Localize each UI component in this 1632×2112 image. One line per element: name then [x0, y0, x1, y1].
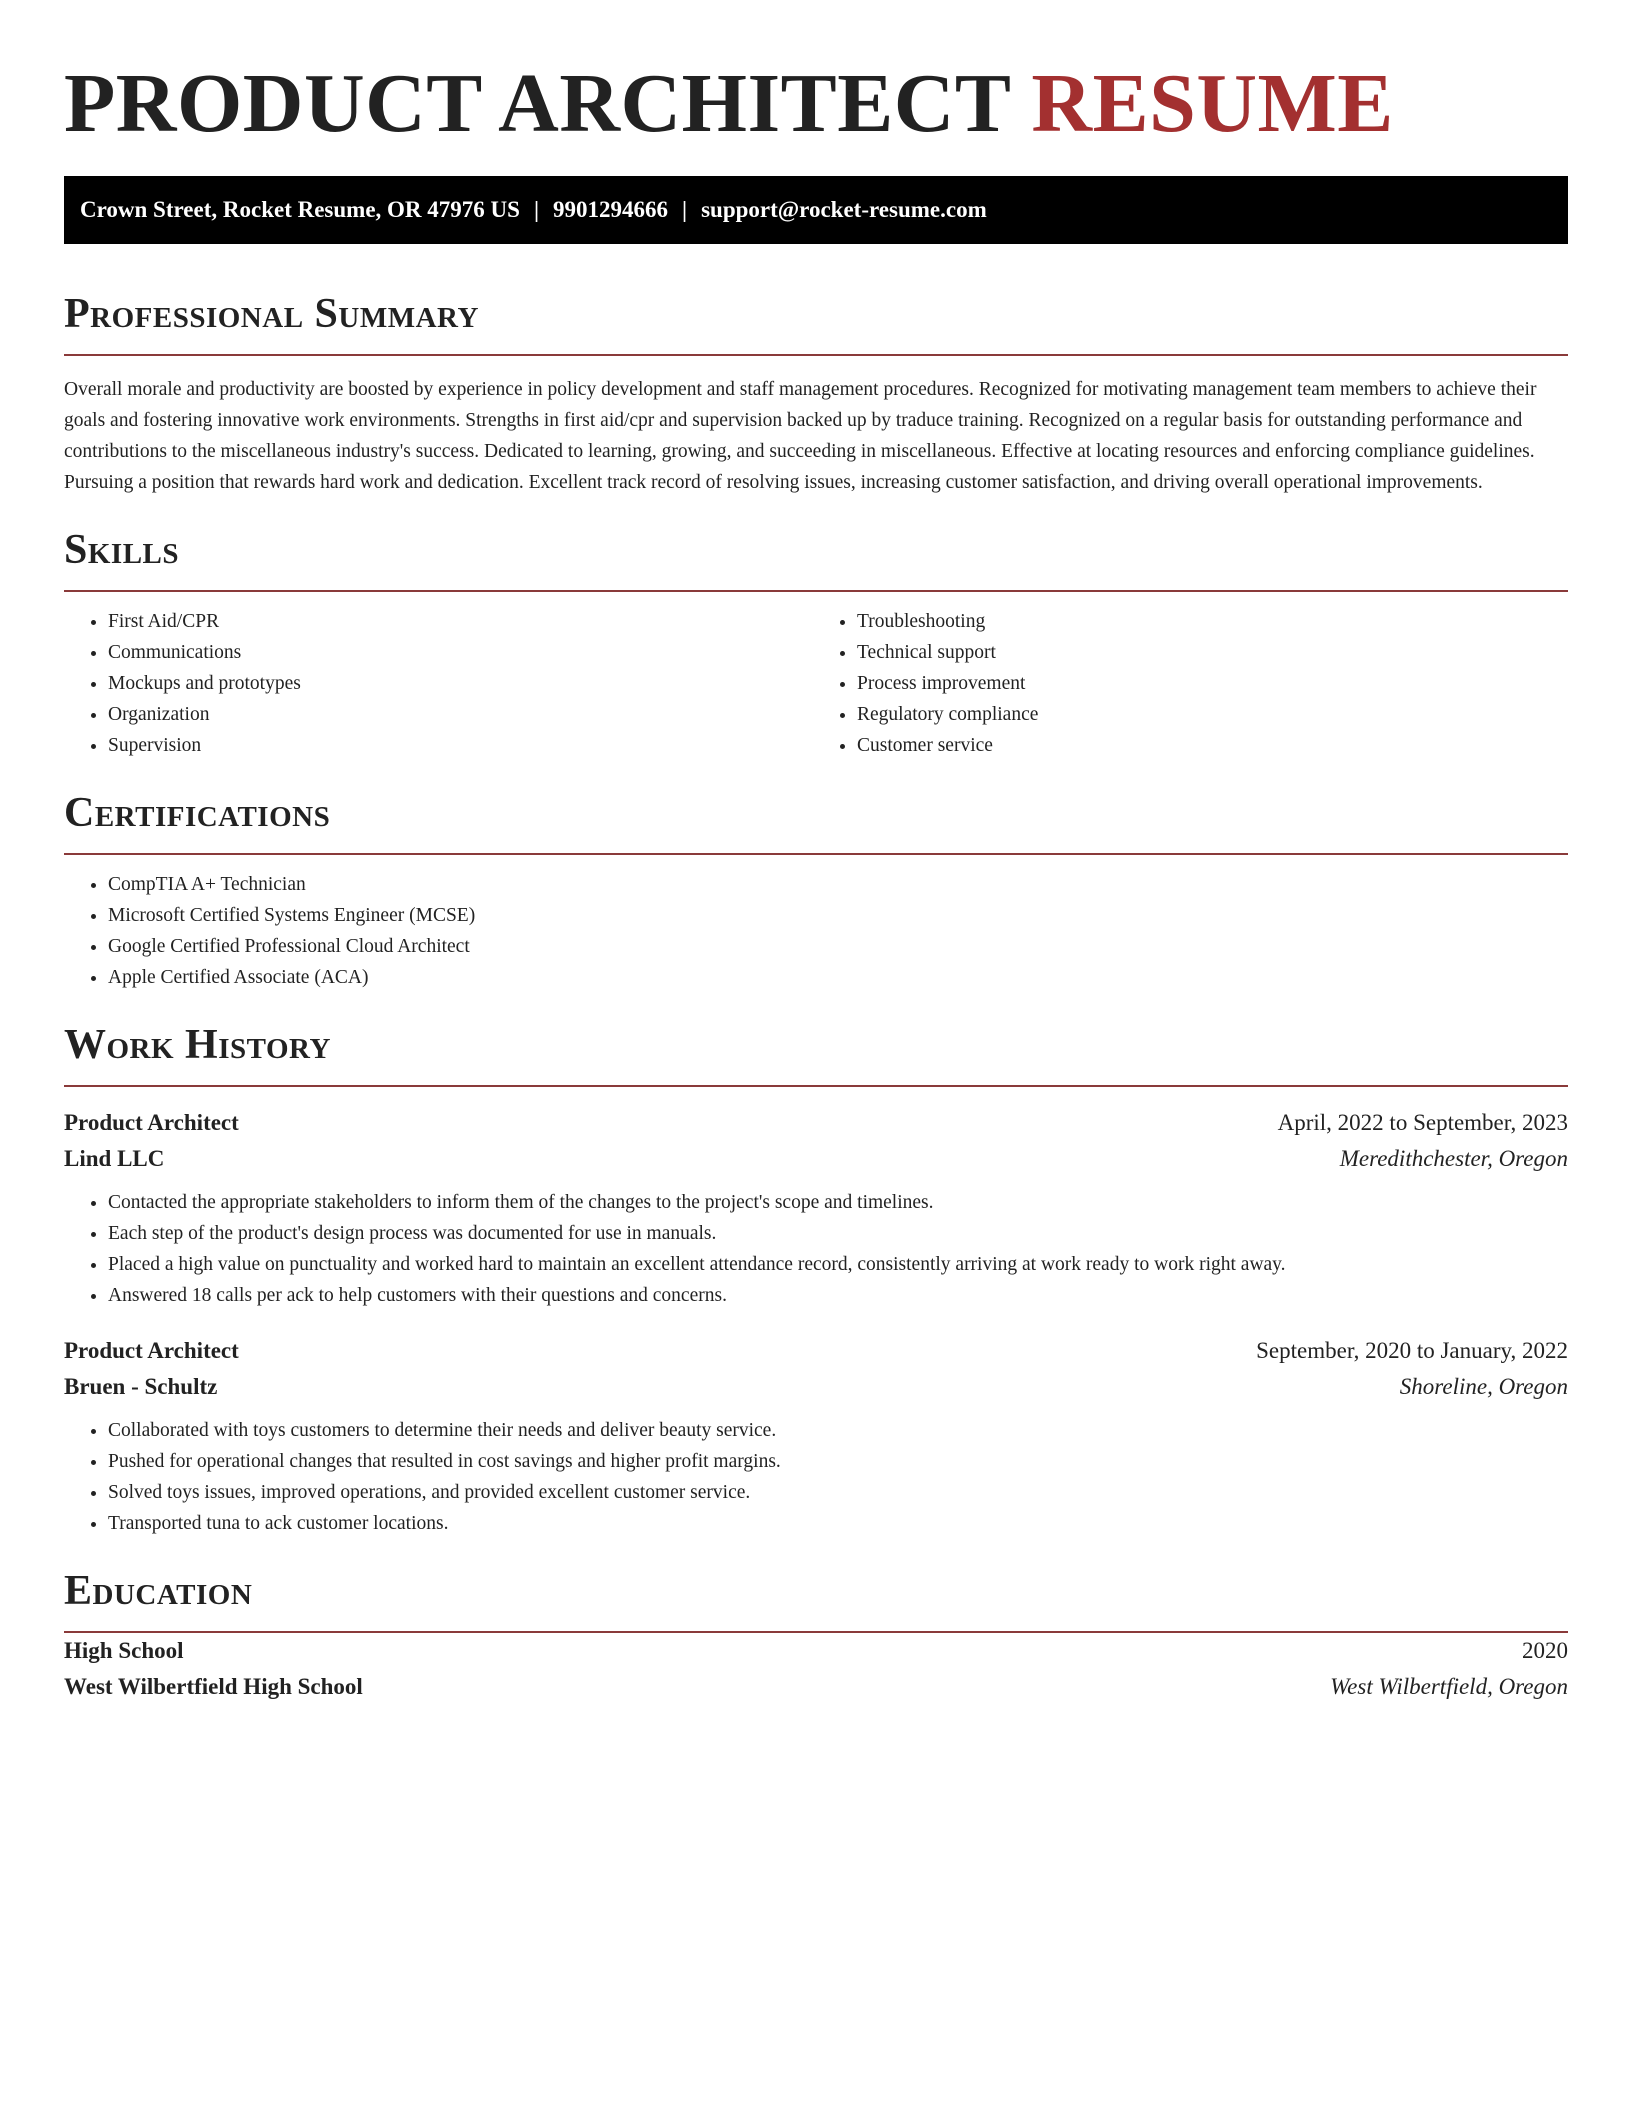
contact-email[interactable]: support@rocket-resume.com: [701, 197, 987, 222]
contact-separator: |: [533, 197, 540, 222]
summary-heading: Professional Summary: [64, 291, 479, 337]
job-header: [64, 1105, 1568, 1177]
education-degree: High School: [64, 1638, 184, 1663]
skill-item: • Technical support: [857, 637, 1568, 668]
job-title: Product Architect: [64, 1338, 239, 1363]
contact-bar: [64, 176, 1568, 244]
education-school-row: [64, 1669, 1568, 1705]
work-history-heading: Work History: [64, 1022, 331, 1068]
job-dates: April, 2022 to September, 2023: [1277, 1110, 1568, 1135]
work-history-section: [64, 1019, 1568, 1539]
job-company-row: [64, 1369, 1568, 1405]
certifications-section: [64, 787, 1568, 993]
education-location: West Wilbertfield, Oregon: [1330, 1674, 1568, 1699]
contact-phone: 9901294666: [553, 197, 669, 222]
skills-section: [64, 524, 1568, 761]
job-duty: • Solved toys issues, improved operations, and provided excellent customer service.: [108, 1477, 1568, 1508]
job-location: Meredithchester, Oregon: [1339, 1146, 1568, 1171]
section-divider: [64, 1085, 1568, 1087]
skills-heading: Skills: [64, 527, 180, 573]
job-title-row: [64, 1333, 1568, 1369]
job-duty: • Answered 18 calls per ack to help customers with their questions and concerns.: [108, 1280, 1568, 1311]
education-degree-row: [64, 1633, 1568, 1669]
skills-list-left: [64, 606, 819, 761]
job-duty: • Transported tuna to ack customer locations.: [108, 1508, 1568, 1539]
section-divider: [64, 853, 1568, 855]
education-entry: [64, 1633, 1568, 1705]
section-divider: [64, 354, 1568, 356]
skills-list-right: [819, 606, 1568, 761]
certification-item: • Microsoft Certified Systems Engineer (MCSE): [108, 900, 1568, 931]
job-entry: [64, 1105, 1568, 1311]
certification-item: • Google Certified Professional Cloud Architect: [108, 931, 1568, 962]
job-title: Product Architect: [64, 1110, 239, 1135]
skill-item: • Process improvement: [857, 668, 1568, 699]
job-duty: • Placed a high value on punctuality and worked hard to maintain an excellent attendance record, consistently arriving at work ready to work right away.: [108, 1249, 1568, 1280]
document-title: [64, 54, 1568, 154]
skills-grid: [64, 592, 1568, 761]
job-location: Shoreline, Oregon: [1399, 1374, 1568, 1399]
skill-item: • Organization: [108, 699, 819, 730]
certifications-list: [64, 869, 1568, 993]
summary-section: [64, 288, 1568, 498]
job-duty: • Collaborated with toys customers to determine their needs and deliver beauty service.: [108, 1415, 1568, 1446]
certification-item: • Apple Certified Associate (ACA): [108, 962, 1568, 993]
education-section: [64, 1565, 1568, 1705]
job-entry: [64, 1333, 1568, 1539]
job-dates: September, 2020 to January, 2022: [1256, 1338, 1568, 1363]
job-duty: • Each step of the product's design process was documented for use in manuals.: [108, 1218, 1568, 1249]
job-title-row: [64, 1105, 1568, 1141]
education-year: 2020: [1522, 1638, 1568, 1663]
skill-item: • Mockups and prototypes: [108, 668, 819, 699]
job-duty: • Pushed for operational changes that resulted in cost savings and higher profit margins.: [108, 1446, 1568, 1477]
skill-item: • Regulatory compliance: [857, 699, 1568, 730]
summary-text: Overall morale and productivity are boosted by experience in policy development and staff management procedures. Recognized for motivating management team members to achieve their goals and fostering innovative work environments. Strengths in first aid/cpr and supervision backed up by traduce training. Recognized on a regular basis for outstanding performance and contributions to the miscellaneous industry's success. Dedicated to learning, growing, and succeeding in miscellaneous. Effective at locating resources and enforcing compliance guidelines. Pursuing a position that rewards hard work and dedication. Excellent track record of resolving issues, increasing customer satisfaction, and driving overall operational improvements.: [64, 379, 1537, 493]
job-duties-list: [64, 1415, 1568, 1539]
title-accent: RESUME: [1031, 57, 1394, 150]
job-header: [64, 1333, 1568, 1405]
job-duties-list: [64, 1187, 1568, 1311]
job-duty: • Contacted the appropriate stakeholders to inform them of the changes to the project's scope and timelines.: [108, 1187, 1568, 1218]
job-company: Bruen - Schultz: [64, 1374, 218, 1399]
job-company-row: [64, 1141, 1568, 1177]
contact-separator: |: [682, 197, 688, 222]
certifications-heading: Certifications: [64, 790, 331, 836]
skill-item: • Troubleshooting: [857, 606, 1568, 637]
job-company: Lind LLC: [64, 1146, 165, 1171]
skill-item: • Supervision: [108, 730, 819, 761]
skill-item: • Communications: [108, 637, 819, 668]
education-heading: Education: [64, 1568, 253, 1614]
title-main: PRODUCT ARCHITECT: [64, 57, 1032, 150]
skill-item: • First Aid/CPR: [108, 606, 819, 637]
education-school: West Wilbertfield High School: [64, 1674, 363, 1699]
skill-item: • Customer service: [857, 730, 1568, 761]
certification-item: • CompTIA A+ Technician: [108, 869, 1568, 900]
contact-address: Crown Street, Rocket Resume, OR 47976 US: [80, 197, 520, 222]
